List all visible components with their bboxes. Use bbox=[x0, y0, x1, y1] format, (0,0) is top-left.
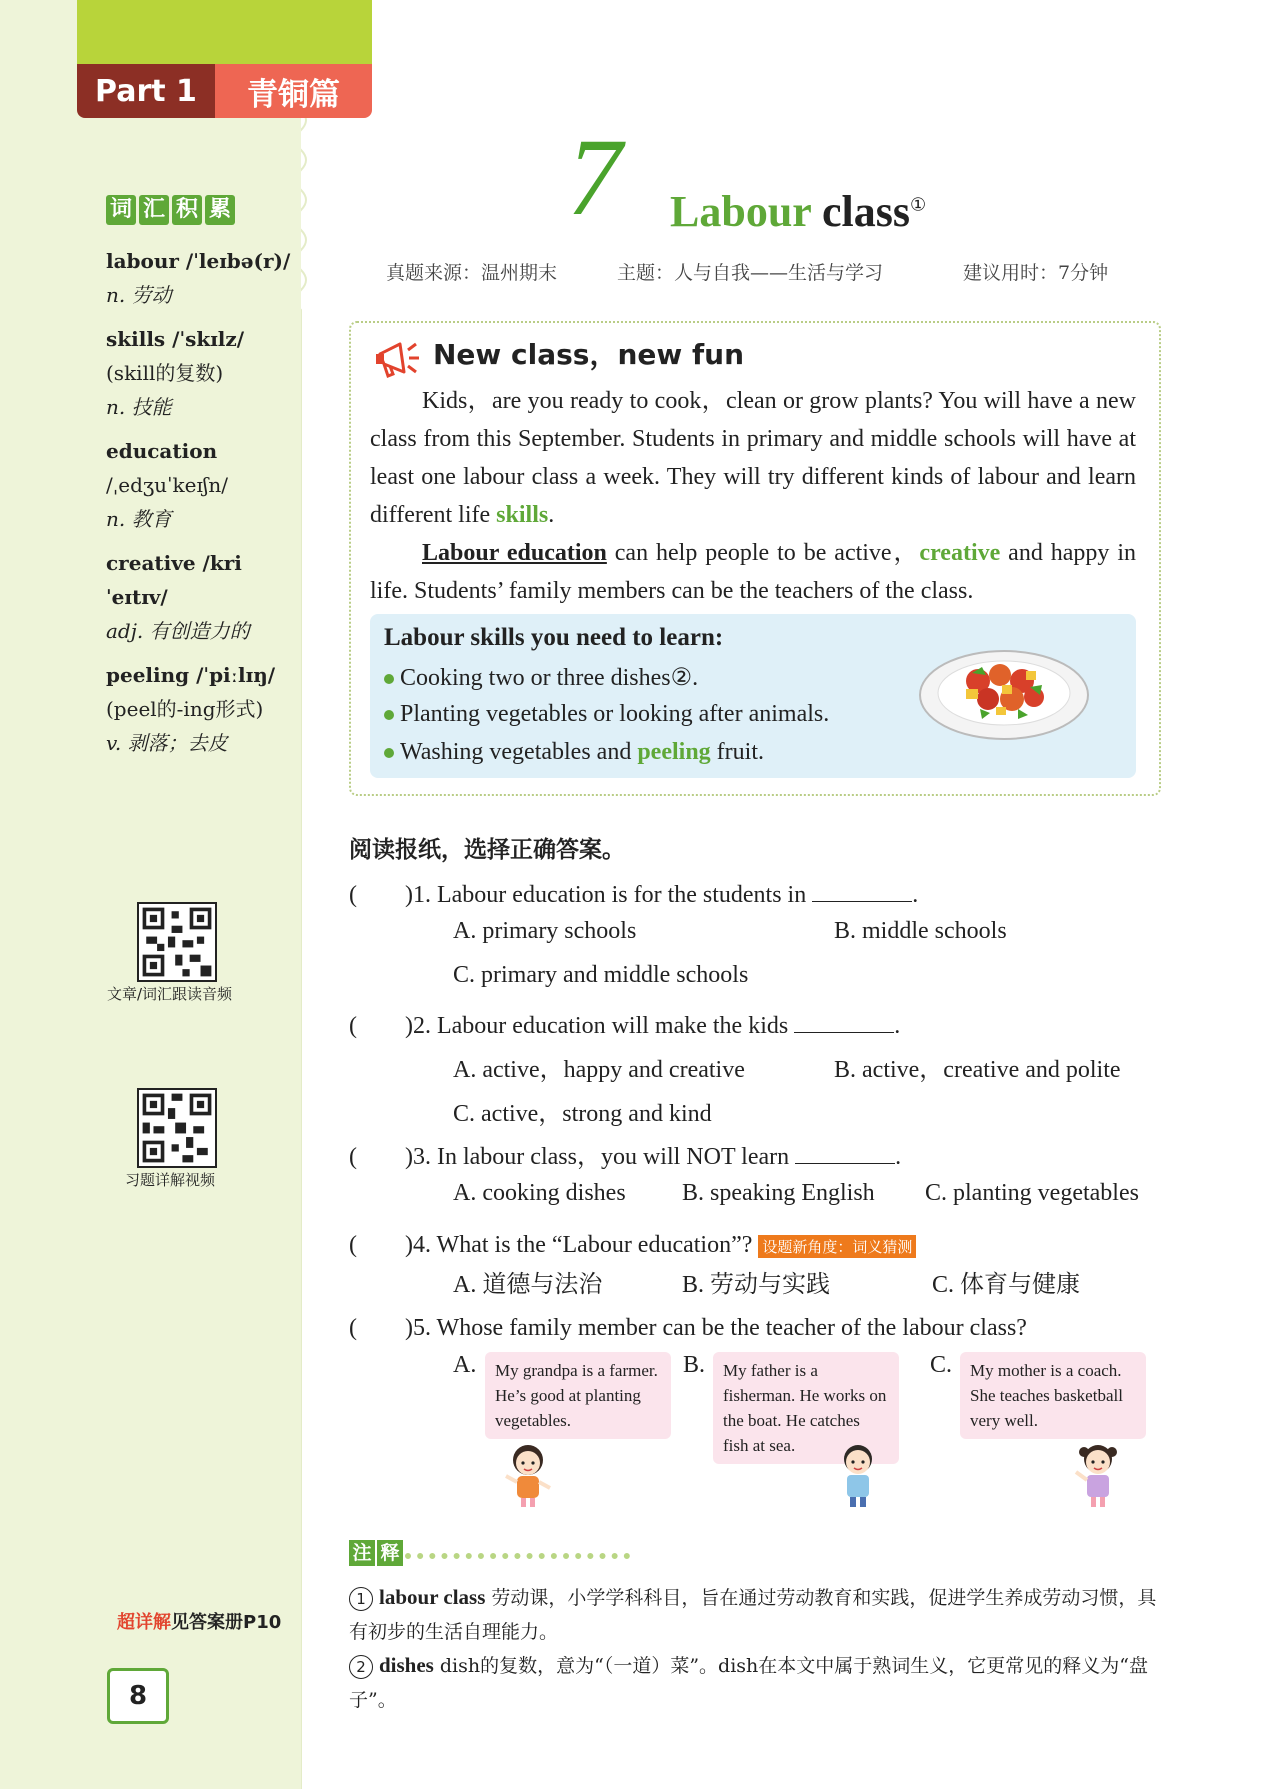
option-a[interactable]: A. cooking dishes bbox=[453, 1180, 626, 1206]
question-stem: ( )3. In labour class，you will NOT learn bbox=[349, 1144, 790, 1170]
article-title: New class，new fun bbox=[433, 338, 745, 371]
vocab-note: (peel的-ing形式) bbox=[106, 697, 264, 721]
vocab-entry-labour bbox=[106, 244, 296, 312]
vocab-entry-peeling bbox=[106, 658, 296, 760]
answer-ref-highlight: 超详解 bbox=[117, 1612, 171, 1633]
option-a[interactable]: A. bbox=[453, 1352, 477, 1378]
note-2 bbox=[349, 1648, 1157, 1717]
article-paragraph-1 bbox=[370, 382, 1136, 534]
vocab-title bbox=[106, 195, 235, 225]
skill-text: Planting vegetables or looking after animals. bbox=[400, 701, 830, 727]
answer-blank[interactable] bbox=[812, 881, 912, 902]
note-text: dish的复数，意为“（一道）菜”。dish在本文中属于熟词生义，它更常见的释义为“盘子”。 bbox=[349, 1655, 1148, 1711]
vocab-entry-creative bbox=[106, 546, 296, 648]
speech-bubble-c: My mother is a coach. She teaches basketball very well. bbox=[960, 1352, 1146, 1439]
unit-title bbox=[670, 186, 926, 237]
note-1 bbox=[349, 1580, 1157, 1649]
question-4 bbox=[349, 1224, 916, 1259]
answer-ref-text: 见答案册P10 bbox=[171, 1612, 282, 1633]
skill-text: Washing vegetables and bbox=[400, 739, 638, 765]
option-c[interactable]: C. active，strong and kind bbox=[453, 1101, 712, 1127]
bullet-icon bbox=[384, 674, 394, 684]
vocab-word: creative /kriˈeɪtɪv/ bbox=[106, 551, 242, 609]
vocab-title-char: 词 bbox=[106, 195, 136, 225]
top-accent-bar bbox=[77, 0, 372, 64]
option-c[interactable]: C. primary and middle schools bbox=[453, 962, 749, 988]
unit-title-green: Labour bbox=[670, 187, 812, 236]
kid-illustration bbox=[502, 1440, 554, 1508]
meta-time: 建议用时：7分钟 bbox=[963, 262, 1109, 284]
skill-text: fruit. bbox=[710, 739, 764, 765]
footnote-mark[interactable]: ① bbox=[910, 194, 927, 215]
question-stem: ( )5. Whose family member can be the teacher of the labour class? bbox=[349, 1315, 1027, 1341]
option-c[interactable]: C. 体育与健康 bbox=[932, 1272, 1081, 1298]
question-end: . bbox=[894, 1013, 901, 1039]
sidebar-wave-border bbox=[295, 110, 323, 1789]
vocab-title-char: 积 bbox=[172, 195, 202, 225]
question-3 bbox=[349, 1136, 901, 1171]
skill-text: Cooking two or three dishes②. bbox=[400, 665, 699, 691]
meta-theme: 主题：人与自我——生活与学习 bbox=[617, 262, 884, 284]
note-term: dishes bbox=[379, 1653, 434, 1677]
vocab-highlight: peeling bbox=[637, 739, 711, 765]
kid-illustration bbox=[832, 1440, 884, 1508]
qr-code-icon[interactable] bbox=[137, 902, 217, 982]
question-end: . bbox=[895, 1144, 902, 1170]
underlined-term: Labour education bbox=[422, 540, 607, 566]
level-label: 青铜篇 bbox=[215, 64, 372, 118]
vocab-note: (skill的复数) bbox=[106, 361, 224, 385]
skill-item bbox=[384, 739, 764, 766]
answer-blank[interactable] bbox=[795, 1143, 895, 1164]
dish-image bbox=[918, 641, 1090, 743]
option-c[interactable]: C. planting vegetables bbox=[925, 1180, 1139, 1206]
paragraph-text: . bbox=[548, 502, 555, 528]
vocab-title-char: 累 bbox=[205, 195, 235, 225]
question-tag: 设题新角度：词义猜测 bbox=[758, 1235, 916, 1258]
bullet-icon bbox=[384, 748, 394, 758]
vocab-meaning: n. 技能 bbox=[106, 395, 172, 419]
vocab-word: education bbox=[106, 439, 218, 463]
paragraph-text: can help people to be active， bbox=[606, 540, 920, 566]
notes-title-char: 释 bbox=[377, 1540, 403, 1566]
article-paragraph-2 bbox=[370, 534, 1136, 610]
unit-title-rest: class bbox=[822, 187, 911, 236]
option-b[interactable]: B. active，creative and polite bbox=[834, 1057, 1121, 1083]
vocab-meaning: n. 劳动 bbox=[106, 283, 172, 307]
megaphone-icon bbox=[374, 336, 422, 380]
vocab-highlight: creative bbox=[919, 540, 1001, 566]
note-term: labour class bbox=[379, 1585, 486, 1609]
vocab-entry-education bbox=[106, 434, 296, 536]
question-2 bbox=[349, 1005, 900, 1040]
vocab-list bbox=[106, 244, 296, 770]
answer-blank[interactable] bbox=[794, 1012, 894, 1033]
answer-reference bbox=[117, 1608, 281, 1634]
option-b[interactable]: B. speaking English bbox=[682, 1180, 875, 1206]
option-b[interactable]: B. bbox=[683, 1352, 706, 1378]
skills-heading: Labour skills you need to learn: bbox=[384, 624, 724, 651]
vocab-highlight: skills bbox=[496, 502, 549, 528]
question-stem: ( )2. Labour education will make the kids bbox=[349, 1013, 789, 1039]
vocab-word: peeling /ˈpiːlɪŋ/ bbox=[106, 663, 276, 687]
note-number: 1 bbox=[349, 1587, 373, 1611]
vocab-phonetic: /ˌedʒuˈkeɪʃn/ bbox=[106, 473, 228, 497]
note-text: 劳动课，小学学科科目，旨在通过劳动教育和实践，促进学生养成劳动习惯，具有初步的生活自理能力。 bbox=[349, 1587, 1157, 1643]
paragraph-text: Kids，are you ready to cook，clean or grow plants? You will have a new class from this September. Students in primary and middle schools will have at least one labour class a week. They will try different kinds of labour and learn different life bbox=[370, 388, 1136, 528]
vocab-word: skills /ˈskɪlz/ bbox=[106, 327, 245, 351]
bullet-icon bbox=[384, 710, 394, 720]
skill-item bbox=[384, 701, 829, 728]
option-a[interactable]: A. 道德与法治 bbox=[453, 1272, 603, 1298]
notes-divider bbox=[405, 1553, 630, 1559]
qr-code-icon[interactable] bbox=[137, 1088, 217, 1168]
notes-title-char: 注 bbox=[349, 1540, 375, 1566]
instruction: 阅读报纸，选择正确答案。 bbox=[349, 837, 625, 863]
skill-item bbox=[384, 663, 698, 692]
vocab-meaning: v. 剥落；去皮 bbox=[106, 731, 228, 755]
vocab-title-char: 汇 bbox=[139, 195, 169, 225]
kid-illustration bbox=[1072, 1440, 1124, 1508]
vocab-meaning: adj. 有创造力的 bbox=[106, 619, 250, 643]
question-end: . bbox=[912, 882, 919, 908]
speech-bubble-b: My father is a fisherman. He works on the boat. He catches fish at sea. bbox=[713, 1352, 899, 1464]
option-a[interactable]: A. active，happy and creative bbox=[453, 1057, 745, 1083]
note-number: 2 bbox=[349, 1655, 373, 1679]
option-a[interactable]: A. primary schools bbox=[453, 918, 637, 944]
question-stem: ( )4. What is the “Labour education”? bbox=[349, 1232, 753, 1258]
option-b[interactable]: B. 劳动与实践 bbox=[682, 1272, 831, 1298]
page-number: 8 bbox=[107, 1668, 169, 1724]
vocab-word: labour /ˈleɪbə(r)/ bbox=[106, 249, 291, 273]
option-c[interactable]: C. bbox=[930, 1352, 953, 1378]
question-stem: ( )1. Labour education is for the students in bbox=[349, 882, 807, 908]
part-label: Part 1 bbox=[77, 64, 215, 118]
qr-audio-label: 文章/词汇跟读音频 bbox=[107, 985, 233, 1003]
qr-video-label: 习题详解视频 bbox=[125, 1171, 216, 1189]
notes-title bbox=[349, 1540, 403, 1566]
paragraph-text: and happy in life. Students’ family members can be the teachers of the class. bbox=[370, 540, 1136, 604]
speech-bubble-a: My grandpa is a farmer. He’s good at planting vegetables. bbox=[485, 1352, 671, 1439]
option-b[interactable]: B. middle schools bbox=[834, 918, 1007, 944]
question-5 bbox=[349, 1307, 1027, 1342]
vocab-meaning: n. 教育 bbox=[106, 507, 172, 531]
meta-source: 真题来源：温州期末 bbox=[386, 262, 558, 284]
vocab-entry-skills bbox=[106, 322, 296, 424]
unit-number: 7 bbox=[567, 116, 622, 238]
question-1 bbox=[349, 874, 918, 909]
